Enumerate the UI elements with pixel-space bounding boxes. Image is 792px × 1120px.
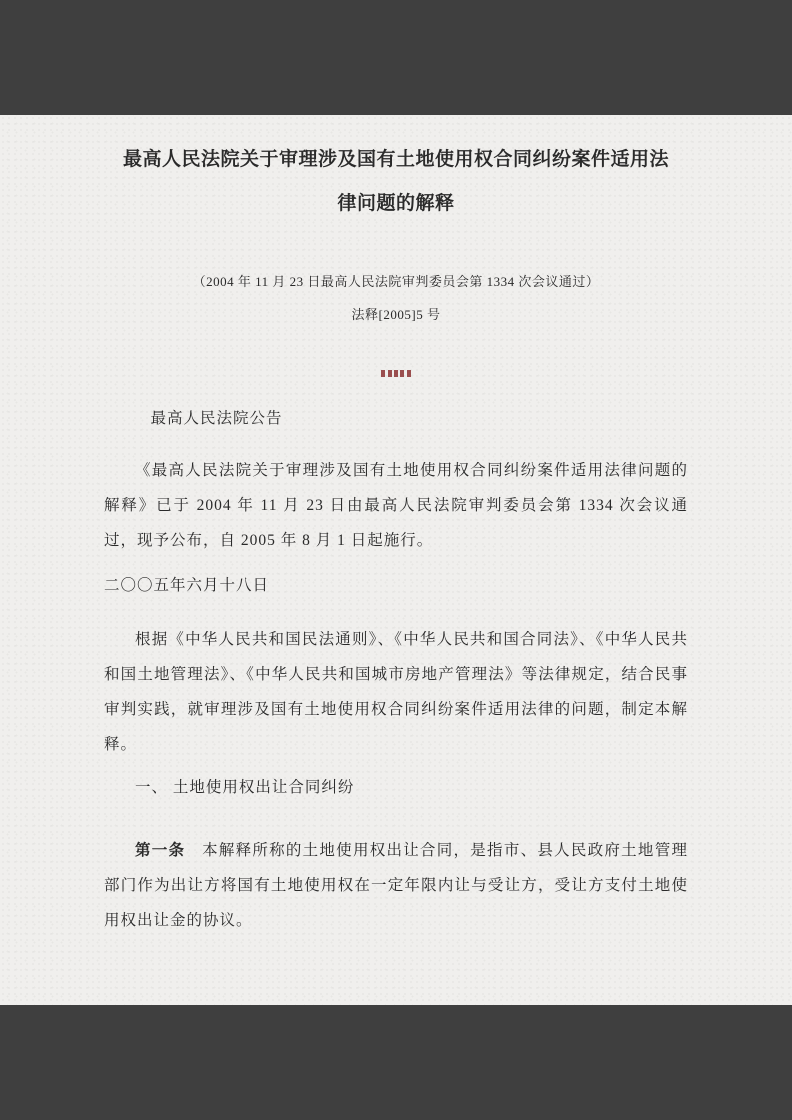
separator-dot [394, 370, 398, 377]
announcement-heading: 最高人民法院公告 [150, 410, 283, 427]
separator-dot [407, 370, 411, 377]
separator-dot [400, 370, 404, 377]
section-1-heading: 一、 土地使用权出让合同纠纷 [135, 779, 355, 796]
separator-dot [381, 370, 385, 377]
document-title-line-1: 最高人民法院关于审理涉及国有土地使用权合同纠纷案件适用法 [122, 149, 669, 170]
announcement-date: 二〇〇五年六月十八日 [104, 577, 270, 594]
preamble-paragraph: 根据《中华人民共和国民法通则》、《中华人民共和国合同法》、《中华人民共和国土地管理法》、《中华人民共和国城市房地产管理法》等法律规定，结合民事审判实践，就审理涉及国有土地使用权合同纠纷案件适用法律的问题，制定本解释。 [104, 631, 688, 753]
document-title [104, 138, 688, 226]
document-page [0, 115, 792, 1005]
separator-dots [104, 370, 688, 377]
meta-passed-line: （2004 年 11 月 23 日最高人民法院审判委员会第 1334 次会议通过） [192, 274, 600, 289]
doc-number: 法释[2005]5 号 [351, 307, 441, 322]
separator-dot [388, 370, 392, 377]
article-1-label-gap [185, 842, 202, 859]
page-content [0, 115, 792, 938]
article-1-label: 第一条 [135, 842, 186, 859]
announcement-paragraph: 《最高人民法院关于审理涉及国有土地使用权合同纠纷案件适用法律问题的解释》已于 2004 年 11 月 23 日由最高人民法院审判委员会第 1334 次会议通过，现予公布，自 2005 年 8 月 1 日起施行。 [104, 462, 688, 549]
article-1-paragraph [104, 833, 688, 938]
article-1-text: 本解释所称的土地使用权出让合同，是指市、县人民政府土地管理部门作为出让方将国有土地使用权在一定年限内让与受让方，受让方支付土地使用权出让金的协议。 [104, 842, 688, 929]
document-title-line-2: 律问题的解释 [337, 193, 455, 214]
